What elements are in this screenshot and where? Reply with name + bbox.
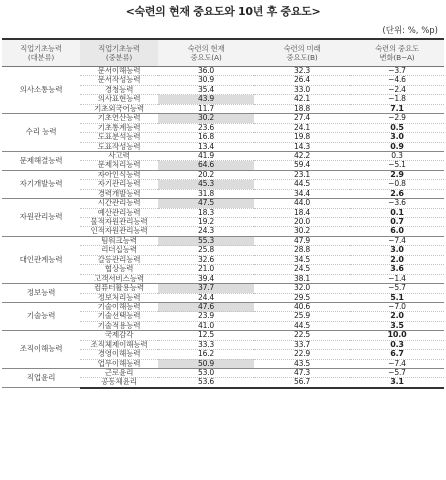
importance-change-cell: 0.3 [350,151,444,160]
current-importance-cell: 31.8 [158,189,254,198]
table-row [2,331,444,340]
importance-change-cell: −7.0 [350,302,444,311]
importance-change-cell: 0.3 [350,340,444,349]
current-importance-cell: 45.3 [158,180,254,189]
table-row [2,67,444,76]
skill-cell: 자아인식능력 [80,170,158,179]
importance-change-cell: −4.6 [350,76,444,85]
importance-change-cell: 7.1 [350,104,444,113]
future-importance-cell: 32.3 [254,67,350,76]
current-importance-cell: 18.3 [158,208,254,217]
skill-cell: 기술선택능력 [80,312,158,321]
future-importance-cell: 34.4 [254,189,350,198]
future-importance-cell: 42.1 [254,95,350,104]
skill-cell: 팀워크능력 [80,236,158,245]
current-importance-cell: 53.0 [158,369,254,378]
current-importance-cell: 12.5 [158,331,254,340]
table-row [2,170,444,179]
skill-cell: 리더십능력 [80,246,158,255]
importance-change-cell: −0.8 [350,180,444,189]
future-importance-cell: 23.1 [254,170,350,179]
header-future-line2: 중요도(B) [286,53,318,62]
skill-cell: 인적자원관리능력 [80,227,158,236]
importance-change-cell: 0.7 [350,218,444,227]
current-importance-cell: 36.0 [158,67,254,76]
importance-change-cell: −1.4 [350,274,444,283]
importance-change-cell: 3.0 [350,133,444,142]
future-importance-cell: 18.8 [254,104,350,113]
current-importance-cell: 47.5 [158,199,254,208]
importance-change-cell: −3.7 [350,67,444,76]
skill-cell: 공동체윤리 [80,378,158,388]
skill-cell: 문제처리능력 [80,161,158,170]
skill-cell: 기초연산능력 [80,114,158,123]
table-row [2,369,444,378]
importance-change-cell: −5.7 [350,284,444,293]
skill-cell: 기초통계능력 [80,123,158,132]
skill-cell: 예산관리능력 [80,208,158,217]
skill-cell: 갈등관리능력 [80,255,158,264]
importance-change-cell: 6.0 [350,227,444,236]
importance-change-cell: 2.0 [350,255,444,264]
table-body [2,67,444,388]
current-importance-cell: 33.3 [158,340,254,349]
future-importance-cell: 42.2 [254,151,350,160]
header-category-line2: (대분류) [27,53,55,62]
skill-cell: 도표작성능력 [80,142,158,151]
future-importance-cell: 33.7 [254,340,350,349]
future-importance-cell: 47.3 [254,369,350,378]
current-importance-cell: 23.6 [158,123,254,132]
current-importance-cell: 32.6 [158,255,254,264]
importance-change-cell: −1.8 [350,95,444,104]
header-skill-line2: (중분류) [105,53,133,62]
future-importance-cell: 29.5 [254,293,350,302]
importance-change-cell: −3.6 [350,199,444,208]
importance-change-cell: 10.0 [350,331,444,340]
current-importance-cell: 16.8 [158,133,254,142]
importance-change-cell: 3.1 [350,378,444,388]
skill-cell: 물적자원관리능력 [80,218,158,227]
skill-cell: 시간관리능력 [80,199,158,208]
current-importance-cell: 30.2 [158,114,254,123]
future-importance-cell: 38.1 [254,274,350,283]
category-cell: 수리 능력 [2,114,80,152]
importance-change-cell: −2.9 [350,114,444,123]
importance-change-cell: 3.6 [350,265,444,274]
importance-change-cell: 0.1 [350,208,444,217]
future-importance-cell: 24.5 [254,265,350,274]
future-importance-cell: 19.8 [254,133,350,142]
header-future-line1: 숙련의 미래 [283,44,321,53]
importance-change-cell: −7.4 [350,236,444,245]
skill-cell: 도표분석능력 [80,133,158,142]
skill-cell: 사고력 [80,151,158,160]
importance-change-cell: 6.7 [350,350,444,359]
header-current-line1: 숙련의 현재 [187,44,225,53]
skill-cell: 컴퓨터활용능력 [80,284,158,293]
category-cell: 문제해결능력 [2,151,80,170]
current-importance-cell: 47.6 [158,302,254,311]
current-importance-cell: 11.7 [158,104,254,113]
future-importance-cell: 20.0 [254,218,350,227]
category-cell: 대인관계능력 [2,236,80,283]
importance-change-cell: −5.7 [350,369,444,378]
current-importance-cell: 41.0 [158,321,254,330]
category-cell: 자원관리능력 [2,199,80,237]
future-importance-cell: 18.4 [254,208,350,217]
skill-cell: 국제감각 [80,331,158,340]
header-change [350,39,444,67]
current-importance-cell: 30.9 [158,76,254,85]
importance-change-cell: −5.1 [350,161,444,170]
current-importance-cell: 43.9 [158,95,254,104]
skill-cell: 경영이해능력 [80,350,158,359]
current-importance-cell: 24.3 [158,227,254,236]
header-category-line1: 직업기초능력 [20,44,62,53]
category-cell: 기술능력 [2,302,80,330]
table-row [2,284,444,293]
future-importance-cell: 24.1 [254,123,350,132]
skill-cell: 문서작성능력 [80,76,158,85]
header-future [254,39,350,67]
header-change-line2: 변화(B−A) [379,53,415,62]
header-row [2,39,444,67]
importance-change-cell: 3.5 [350,321,444,330]
future-importance-cell: 44.5 [254,180,350,189]
skill-cell: 근로윤리 [80,369,158,378]
future-importance-cell: 27.4 [254,114,350,123]
current-importance-cell: 55.3 [158,236,254,245]
header-skill [80,39,158,67]
importance-change-cell: −2.4 [350,85,444,94]
category-cell: 자기개발능력 [2,170,80,198]
current-importance-cell: 35.4 [158,85,254,94]
current-importance-cell: 19.2 [158,218,254,227]
importance-change-cell: 2.6 [350,189,444,198]
future-importance-cell: 43.5 [254,359,350,368]
importance-change-cell: −7.4 [350,359,444,368]
current-importance-cell: 39.4 [158,274,254,283]
current-importance-cell: 64.6 [158,161,254,170]
current-importance-cell: 16.2 [158,350,254,359]
future-importance-cell: 34.5 [254,255,350,264]
future-importance-cell: 47.9 [254,236,350,245]
table-title: <숙련의 현재 중요도와 10년 후 중요도> [125,5,321,18]
future-importance-cell: 28.8 [254,246,350,255]
category-cell: 직업윤리 [2,369,80,388]
category-cell: 정보능력 [2,284,80,303]
skill-cell: 업무이해능력 [80,359,158,368]
header-current-line2: 중요도(A) [190,53,222,62]
importance-change-cell: 0.5 [350,123,444,132]
current-importance-cell: 13.4 [158,142,254,151]
skill-cell: 문서이해능력 [80,67,158,76]
current-importance-cell: 53.6 [158,378,254,388]
category-cell: 의사소통능력 [2,67,80,114]
category-cell: 조직이해능력 [2,331,80,369]
table-row [2,151,444,160]
future-importance-cell: 14.3 [254,142,350,151]
importance-change-cell: 3.0 [350,246,444,255]
future-importance-cell: 32.0 [254,284,350,293]
current-importance-cell: 50.9 [158,359,254,368]
future-importance-cell: 40.6 [254,302,350,311]
table-row [2,302,444,311]
future-importance-cell: 26.4 [254,76,350,85]
table-row [2,199,444,208]
future-importance-cell: 30.2 [254,227,350,236]
skill-cell: 기술이해능력 [80,302,158,311]
skill-cell: 조직체제이해능력 [80,340,158,349]
importance-change-cell: 2.0 [350,312,444,321]
future-importance-cell: 56.7 [254,378,350,388]
header-change-line1: 숙련의 중요도 [375,44,419,53]
importance-change-cell: 2.9 [350,170,444,179]
current-importance-cell: 37.7 [158,284,254,293]
header-current [158,39,254,67]
header-category [2,39,80,67]
skill-cell: 협상능력 [80,265,158,274]
current-importance-cell: 24.4 [158,293,254,302]
skill-cell: 기술적용능력 [80,321,158,330]
future-importance-cell: 22.9 [254,350,350,359]
importance-change-cell: 5.1 [350,293,444,302]
future-importance-cell: 44.0 [254,199,350,208]
future-importance-cell: 22.5 [254,331,350,340]
header-skill-line1: 직업기초능력 [98,44,140,53]
future-importance-cell: 44.5 [254,321,350,330]
current-importance-cell: 25.8 [158,246,254,255]
importance-change-cell: 0.9 [350,142,444,151]
skill-cell: 경력개발능력 [80,189,158,198]
future-importance-cell: 33.0 [254,85,350,94]
table-row [2,114,444,123]
skill-cell: 자기관리능력 [80,180,158,189]
skill-cell: 기초외국어능력 [80,104,158,113]
skill-cell: 정보처리능력 [80,293,158,302]
table-row [2,236,444,245]
future-importance-cell: 59.4 [254,161,350,170]
future-importance-cell: 25.9 [254,312,350,321]
current-importance-cell: 23.9 [158,312,254,321]
current-importance-cell: 41.9 [158,151,254,160]
unit-label: (단위: %, %p) [382,26,438,36]
skill-cell: 의사표현능력 [80,95,158,104]
skill-cell: 고객서비스능력 [80,274,158,283]
skills-importance-table [2,38,444,389]
current-importance-cell: 20.2 [158,170,254,179]
skill-cell: 경청능력 [80,85,158,94]
current-importance-cell: 21.0 [158,265,254,274]
